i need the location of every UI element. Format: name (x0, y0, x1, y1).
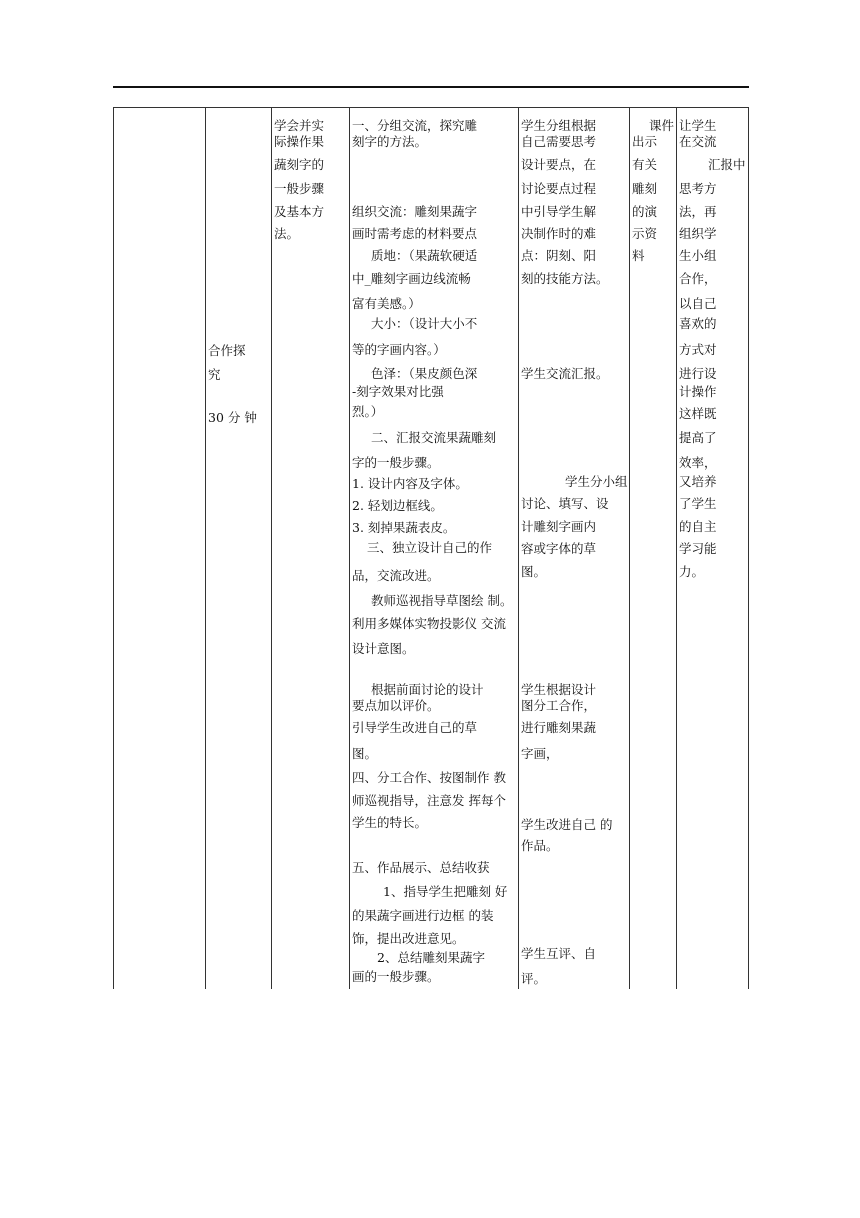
teacher-text: 师巡视指导，注意发 挥每个 (352, 793, 506, 808)
table-border (113, 107, 114, 989)
student-text: 学生分组根据 (521, 118, 597, 133)
intent-text: 生小组 (679, 248, 717, 263)
goal-text: 法。 (274, 226, 300, 241)
goal-text: 及基本方 (274, 204, 325, 219)
student-text: 中引导学生解 (521, 204, 597, 219)
student-text: 讨论、填写、设 (521, 496, 609, 511)
teacher-text: 质地：（果蔬软硬适 (371, 248, 478, 263)
intent-text: 思考方 (679, 181, 717, 196)
intent-text: 让学生 (679, 118, 717, 133)
table-border (629, 107, 630, 989)
media-text: 雕刻 (632, 181, 658, 196)
teacher-text: 四、分工合作、按图制作 教 (352, 770, 506, 785)
table-border (748, 107, 749, 989)
intent-text: 效率， (679, 455, 717, 470)
teacher-text: 烈。） (352, 404, 384, 419)
teacher-text: 根据前面讨论的设计 (371, 682, 484, 697)
table-border (518, 107, 519, 989)
teacher-text: 等的字画内容。） (352, 342, 446, 357)
media-text: 出示 (632, 134, 658, 149)
teacher-text: 饰，提出改进意见。 (352, 931, 465, 946)
media-text: 课件 (649, 118, 675, 133)
goal-text: 学会并实 (274, 118, 325, 133)
student-text: 评。 (521, 971, 547, 986)
teacher-text: 品，交流改进。 (352, 568, 440, 583)
intent-text: 力。 (679, 564, 705, 579)
student-text: 点：阴刻、阳 (521, 248, 597, 263)
intent-text: 组织学 (679, 226, 717, 241)
header-rule (113, 86, 749, 88)
media-text: 料 (632, 248, 645, 263)
student-text: 学生交流汇报。 (521, 366, 609, 381)
teacher-text: -刻字效果对比强 (352, 384, 444, 399)
teacher-text: 3. 刻掉果蔬表皮。 (352, 520, 456, 535)
teacher-text: 一、分组交流，探究雕 (352, 118, 478, 133)
media-text: 示资 (632, 226, 658, 241)
student-text: 自己需要思考 (521, 134, 597, 149)
intent-text: 这样既 (679, 406, 717, 421)
student-text: 图。 (521, 564, 547, 579)
stage-label: 合作探 (208, 343, 246, 358)
table-border (205, 107, 206, 989)
goal-text: 蔬刻字的 (274, 157, 325, 172)
student-text: 作品。 (521, 838, 559, 853)
stage-label: 究 (208, 367, 221, 382)
student-text: 学生改进自己 的 (521, 817, 613, 832)
table-border (349, 107, 350, 989)
student-text: 进行雕刻果蔬 (521, 720, 597, 735)
intent-text: 计操作 (679, 384, 717, 399)
teacher-text: 五、作品展示、总结收获 (352, 860, 490, 875)
intent-text: 以自己 (679, 296, 717, 311)
student-text: 刻的技能方法。 (521, 271, 609, 286)
intent-text: 学习能 (679, 541, 717, 556)
table-border (676, 107, 677, 989)
teacher-text: 大小：（设计大小不 (371, 316, 478, 331)
intent-text: 合作， (679, 271, 717, 286)
intent-text: 喜欢的 (679, 316, 717, 331)
student-text: 讨论要点过程 (521, 181, 597, 196)
student-text: 决制作时的难 (521, 226, 597, 241)
student-text: 学生分小组 (565, 474, 628, 489)
teacher-text: 刻字的方法。 (352, 134, 428, 149)
teacher-text: 教师巡视指导草图绘 制。 (371, 593, 513, 608)
teacher-text: 三、独立设计自己的作 (367, 540, 493, 555)
teacher-text: 字的一般步骤。 (352, 455, 440, 470)
teacher-text: 学生的特长。 (352, 815, 428, 830)
table-border (271, 107, 272, 989)
student-text: 学生互评、自 (521, 946, 597, 961)
time-label: 30 分 钟 (208, 410, 257, 425)
intent-text: 法，再 (679, 204, 717, 219)
goal-text: 一般步骤 (274, 181, 325, 196)
teacher-text: 2. 轻划边框线。 (352, 498, 443, 513)
student-text: 设计要点，在 (521, 157, 597, 172)
intent-text: 在交流 (679, 134, 717, 149)
teacher-text: 中_雕刻字画边线流畅 (352, 271, 471, 286)
teacher-text: 画时需考虑的材料要点 (352, 226, 478, 241)
media-text: 的演 (632, 204, 658, 219)
student-text: 计雕刻字画内 (521, 519, 597, 534)
intent-text: 的自主 (679, 519, 717, 534)
student-text: 容或字体的草 (521, 541, 597, 556)
teacher-text: 的果蔬字画进行边框 的装 (352, 908, 494, 923)
teacher-text: 画的一般步骤。 (352, 969, 440, 984)
intent-text: 汇报中 (708, 157, 746, 172)
intent-text: 提高了 (679, 430, 717, 445)
teacher-text: 2、总结雕刻果蔬字 (377, 950, 485, 965)
teacher-text: 引导学生改进自己的草 (352, 720, 478, 735)
teacher-text: 色泽：（果皮颜色深 (371, 366, 478, 381)
teacher-text: 1、指导学生把雕刻 好 (383, 884, 508, 899)
teacher-text: 二、汇报交流果蔬雕刻 (371, 430, 497, 445)
teacher-text: 组织交流：雕刻果蔬字 (352, 204, 478, 219)
teacher-text: 富有美感。） (352, 296, 421, 311)
teacher-text: 图。 (352, 746, 378, 761)
teacher-text: 要点加以评价。 (352, 698, 440, 713)
intent-text: 进行设 (679, 366, 717, 381)
teacher-text: 1. 设计内容及字体。 (352, 476, 468, 491)
media-text: 有关 (632, 157, 658, 172)
student-text: 图分工合作， (521, 698, 597, 713)
intent-text: 方式对 (679, 342, 717, 357)
intent-text: 又培养 (679, 474, 717, 489)
intent-text: 了学生 (679, 496, 717, 511)
student-text: 字画， (521, 746, 559, 761)
teacher-text: 设计意图。 (352, 641, 415, 656)
teacher-text: 利用多媒体实物投影仪 交流 (352, 616, 506, 631)
goal-text: 际操作果 (274, 134, 325, 149)
student-text: 学生根据设计 (521, 682, 597, 697)
table-top-border (113, 107, 749, 108)
